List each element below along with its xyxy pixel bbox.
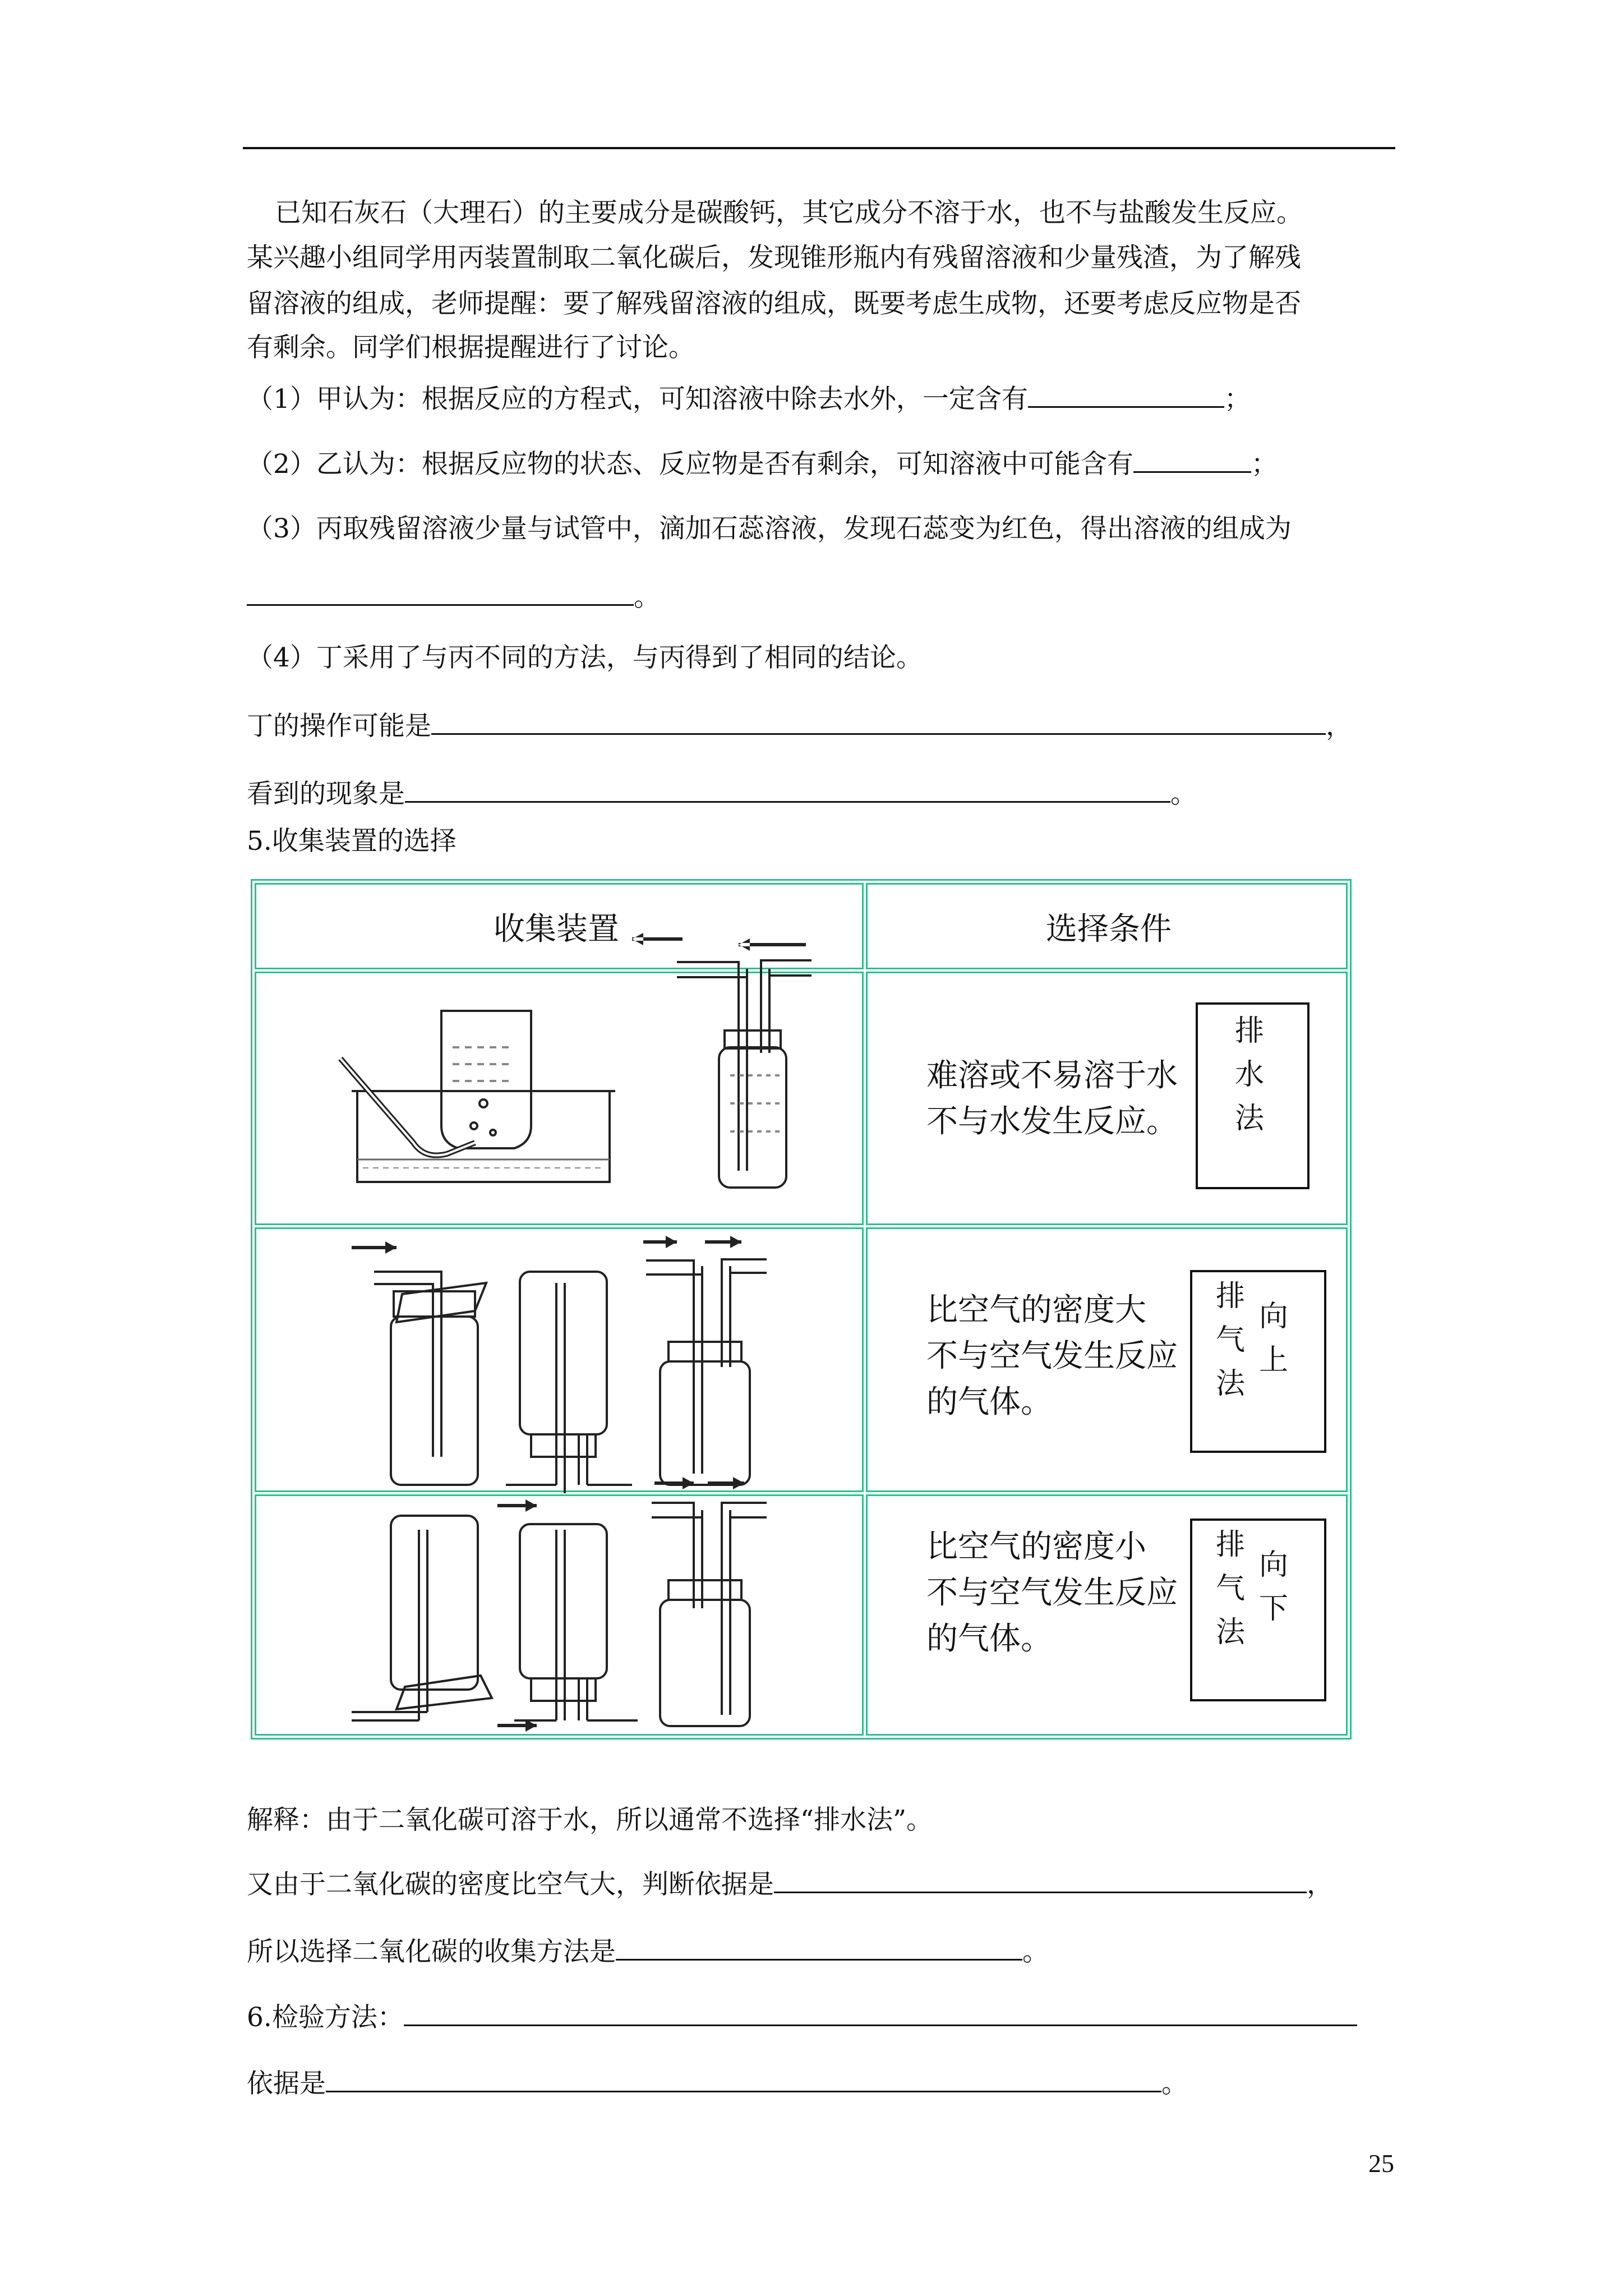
question-4b-end: 。 (1170, 779, 1197, 809)
header-collection-apparatus: 收集装置 (494, 911, 619, 947)
question-3-answer (247, 575, 660, 620)
section-6 (247, 1995, 1357, 2040)
method-text: 排 水 法 (1234, 1014, 1264, 1135)
question-4a (247, 704, 1352, 749)
condition-line: 不与空气发生反应 (926, 1338, 1178, 1374)
question-2 (247, 442, 1278, 487)
condition-line: 比空气的密度大 (926, 1292, 1146, 1328)
upward-air-displacement-apparatus (374, 1259, 767, 1493)
explanation-1: 解释：由于二氧化碳可溶于水，所以通常不选择“排水法”。 (247, 1805, 933, 1835)
condition-line: 比空气的密度小 (926, 1529, 1146, 1565)
method-direction-text: 向 上 (1258, 1300, 1288, 1377)
answer-blank-2[interactable] (1133, 442, 1251, 473)
condition-line: 的气体。 (926, 1621, 1052, 1657)
answer-blank-1[interactable] (1028, 377, 1224, 408)
question-3-end: 。 (634, 582, 660, 613)
question-4: （4）丁采用了与丙不同的方法，与丙得到了相同的结论。 (247, 642, 923, 673)
table-grid (251, 879, 1352, 1740)
section-6-basis-end: 。 (1161, 2068, 1188, 2099)
explanation-3-text: 所以选择二氧化碳的收集方法是 (247, 1936, 616, 1967)
water-displacement-apparatus (340, 960, 811, 1188)
section-6-basis-text: 依据是 (247, 2068, 326, 2099)
question-4b-text: 看到的现象是 (247, 779, 405, 809)
question-2-end: ； (1251, 449, 1278, 480)
question-4a-text: 丁的操作可能是 (247, 711, 431, 742)
question-3: （3）丙取残留溶液少量与试管中，滴加石蕊溶液，发现石蕊变为红色，得出溶液的组成为 (247, 513, 1292, 544)
explanation-2-text: 又由于二氧化碳的密度比空气大，判断依据是 (247, 1869, 774, 1900)
condition-row-1 (926, 1053, 1178, 1145)
explanation-3 (247, 1930, 1049, 1975)
condition-row-2 (926, 1287, 1178, 1425)
condition-line: 的气体。 (926, 1384, 1052, 1420)
question-4a-end: ， (1326, 711, 1352, 742)
answer-blank-test-method[interactable] (404, 1995, 1357, 2026)
answer-blank-density[interactable] (774, 1862, 1307, 1893)
paragraph-line-1: 已知石灰石（大理石）的主要成分是碳酸钙，其它成分不溶于水，也不与盐酸发生反应。 (275, 197, 1303, 228)
question-1 (247, 377, 1251, 422)
answer-blank-basis[interactable] (326, 2062, 1161, 2092)
method-box-upward (1190, 1270, 1326, 1453)
answer-blank-4a[interactable] (431, 704, 1326, 735)
explanation-2 (247, 1862, 1333, 1907)
flow-arrows-row3 (497, 1477, 744, 1732)
method-text: 排 气 法 (1215, 1280, 1245, 1401)
condition-line: 难溶或不易溶于水 (926, 1057, 1178, 1094)
paragraph-line-3: 留溶液的组成，老师提醒：要了解残留溶液的组成，既要考虑生成物，还要考虑反应物是否 (247, 288, 1301, 319)
method-box-downward (1190, 1519, 1326, 1701)
section-5-title: 5.收集装置的选择 (247, 826, 457, 857)
explanation-2-end: ， (1307, 1869, 1333, 1900)
condition-row-3 (926, 1524, 1178, 1662)
header-selection-condition: 选择条件 (1046, 911, 1172, 947)
collection-table (251, 879, 1352, 1740)
paragraph-line-4: 有剩余。同学们根据提醒进行了讨论。 (247, 332, 695, 363)
section-6-title: 6.检验方法： (247, 2002, 404, 2033)
downward-air-displacement-apparatus (352, 1503, 767, 1726)
section-6-basis (247, 2062, 1188, 2106)
flow-arrows-row2 (352, 1236, 741, 1512)
method-box-drainage (1196, 1002, 1310, 1189)
answer-blank-3[interactable] (247, 575, 634, 606)
question-1-end: ； (1224, 384, 1251, 415)
condition-line: 不与空气发生反应 (926, 1575, 1178, 1611)
method-text: 排 气 法 (1215, 1528, 1245, 1649)
question-4b (247, 772, 1197, 817)
paragraph-line-2: 某兴趣小组同学用丙装置制取二氧化碳后，发现锥形瓶内有残留溶液和少量残渣，为了解残 (247, 242, 1301, 273)
answer-blank-4b[interactable] (405, 772, 1170, 803)
answer-blank-method[interactable] (616, 1930, 1022, 1961)
question-2-text: （2）乙认为：根据反应物的状态、反应物是否有剩余，可知溶液中可能含有 (247, 449, 1133, 480)
header-rule (243, 147, 1395, 149)
method-direction-text: 向 下 (1258, 1548, 1288, 1626)
question-1-text: （1）甲认为：根据反应的方程式，可知溶液中除去水外，一定含有 (247, 384, 1028, 415)
condition-line: 不与水发生反应。 (926, 1103, 1178, 1140)
page-number: 25 (1368, 2149, 1394, 2178)
explanation-3-end: 。 (1022, 1936, 1049, 1967)
